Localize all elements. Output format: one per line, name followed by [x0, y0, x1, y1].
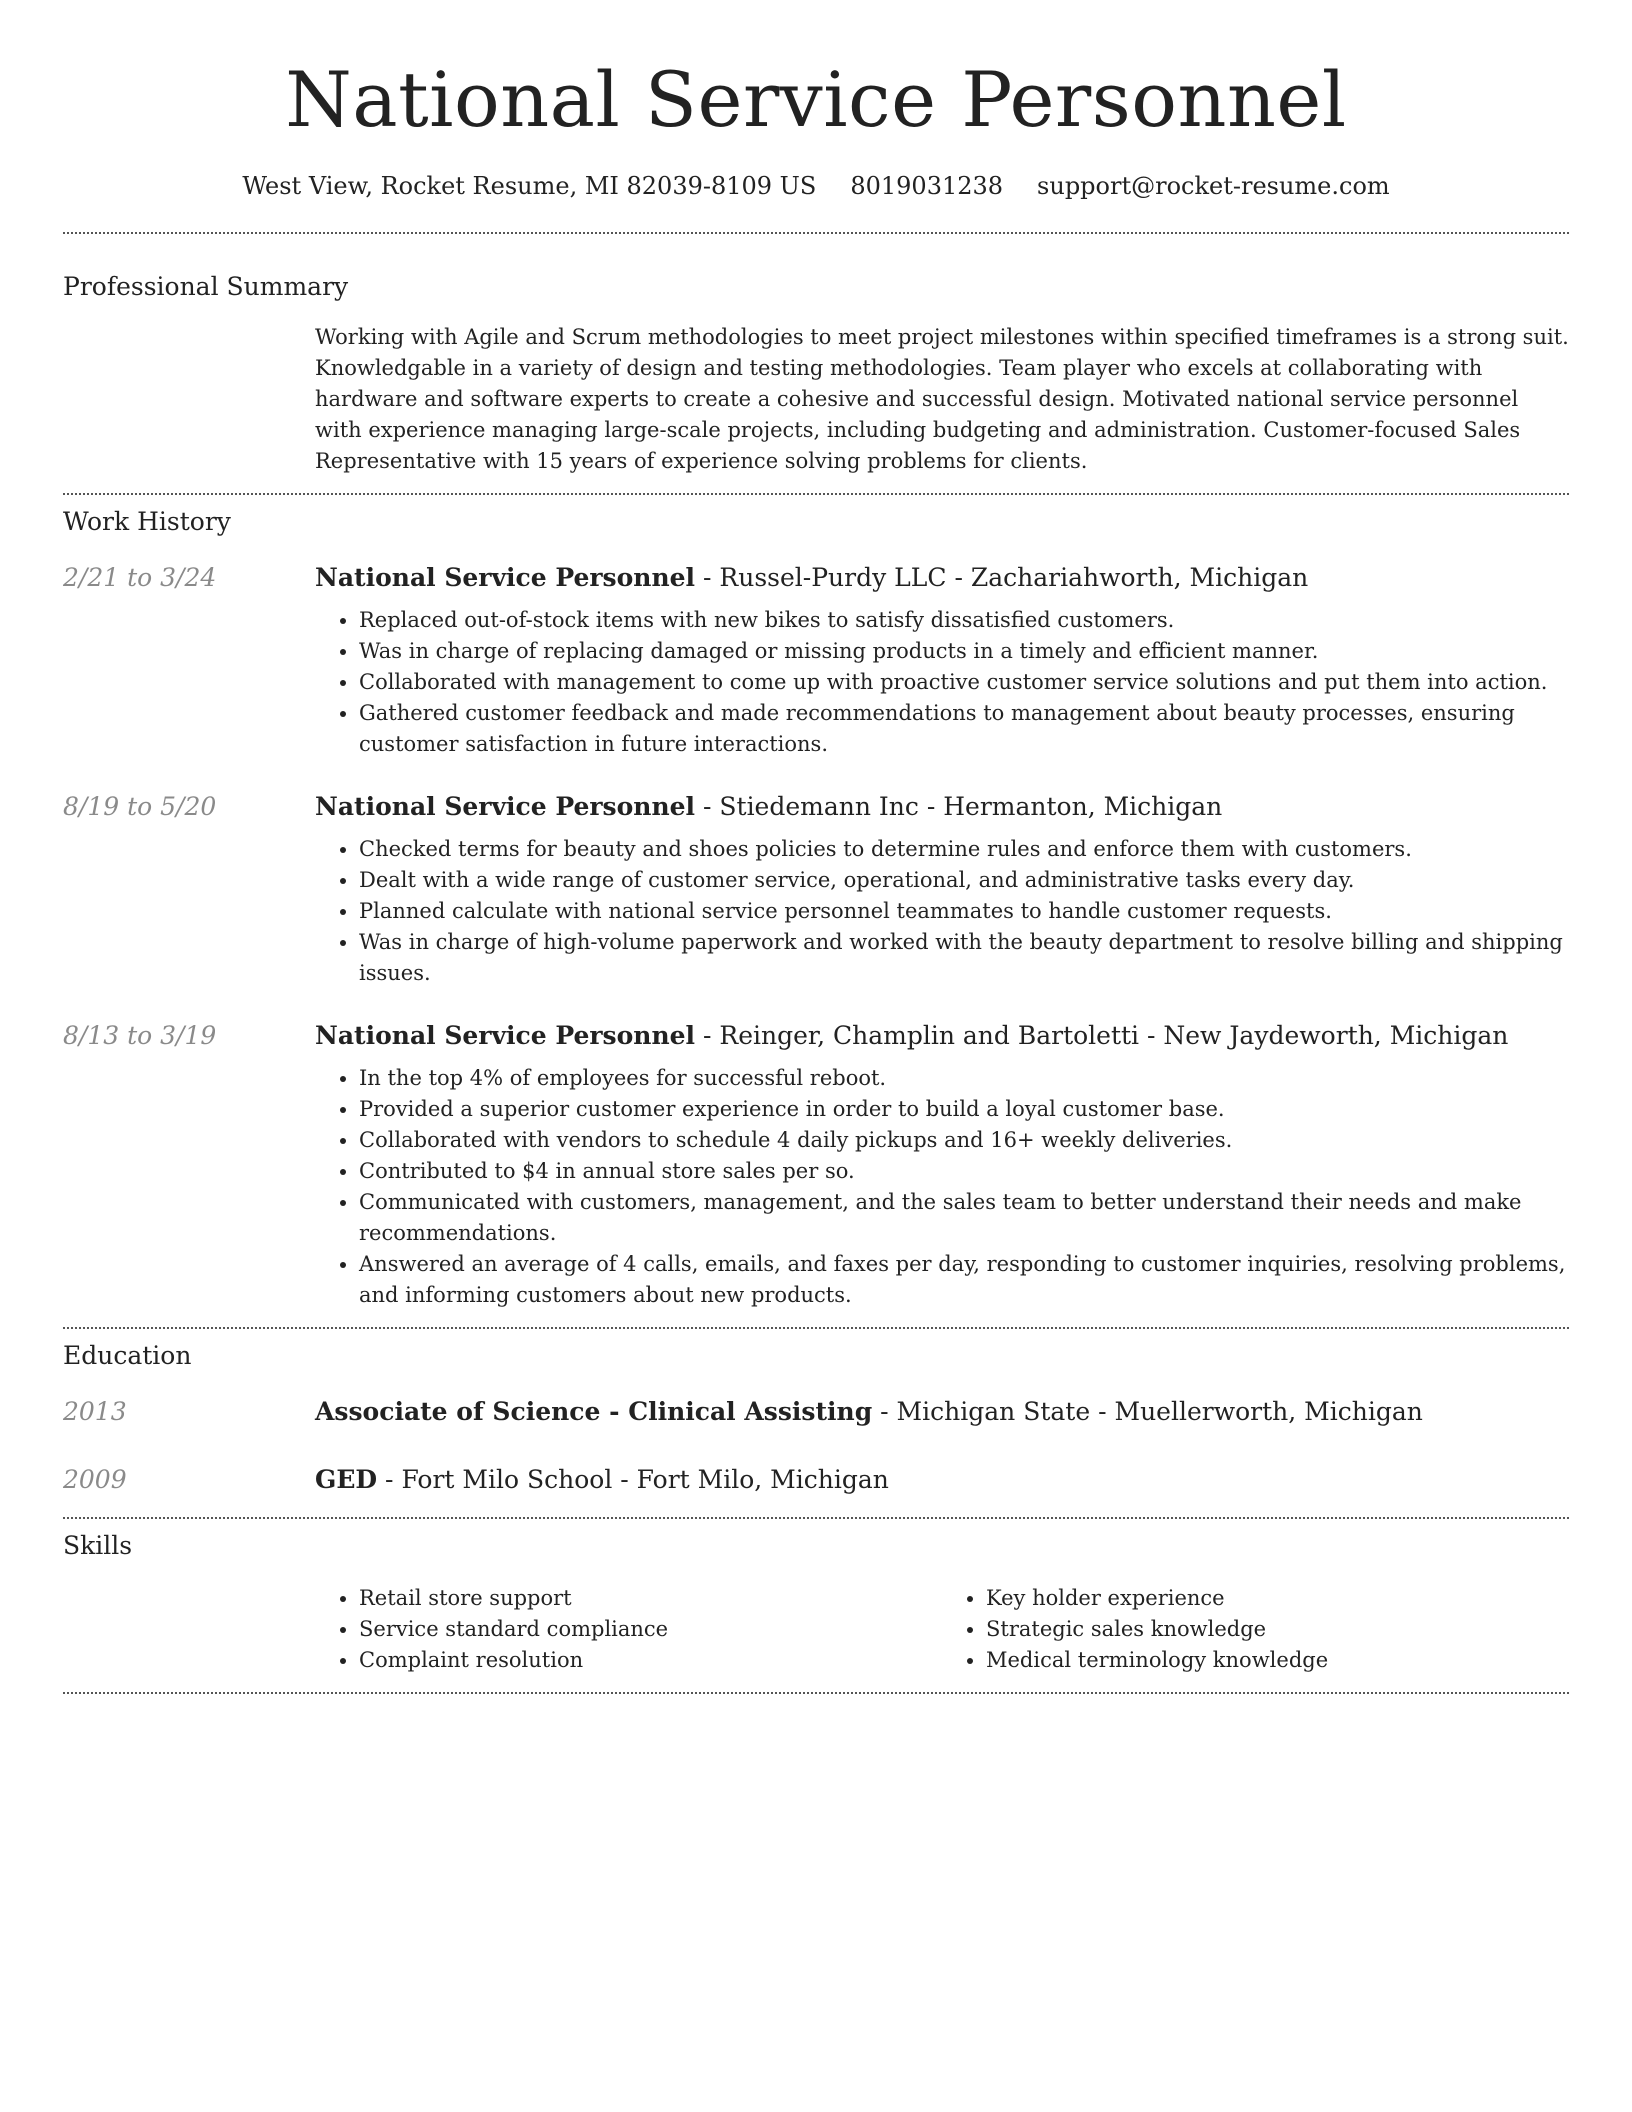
education-degree: GED [315, 1465, 378, 1494]
education-location: Fort Milo, Michigan [636, 1465, 889, 1494]
skill-item: • Key holder experience [986, 1583, 1569, 1614]
skill-item: • Strategic sales knowledge [986, 1614, 1569, 1645]
education-title: Associate of Science - Clinical Assisting - Michigan State - Muellerworth, Michigan [315, 1397, 1423, 1426]
education-degree: Associate of Science - Clinical Assisting [315, 1397, 873, 1426]
list-item: • Answered an average of 4 calls, emails, and faxes per day, responding to customer inquiries, resolving problems, and informing customers about new products. [359, 1249, 1569, 1311]
work-history-section [63, 495, 1569, 1311]
job-dates: 2/21 to 3/24 [63, 563, 217, 592]
list-item: • Was in charge of replacing damaged or missing products in a timely and efficient manner. [359, 636, 1569, 667]
divider [63, 1692, 1569, 1694]
list-item: • Contributed to $4 in annual store sales per so. [359, 1156, 1569, 1187]
job-employer: Russel-Purdy LLC [719, 563, 947, 592]
section-title-work: Work History [63, 507, 231, 536]
list-item: • Collaborated with vendors to schedule 4 daily pickups and 16+ weekly deliveries. [359, 1125, 1569, 1156]
job-location: New Jaydeworth, Michigan [1163, 1021, 1509, 1050]
contact-line [63, 168, 1569, 204]
education-year: 2009 [63, 1465, 127, 1494]
skill-item: • Service standard compliance [359, 1614, 942, 1645]
skill-item: • Medical terminology knowledge [986, 1645, 1569, 1676]
section-title-education: Education [63, 1341, 192, 1370]
education-section [63, 1329, 1569, 1497]
job-bullets [315, 1063, 1569, 1311]
education-school: Fort Milo School [401, 1465, 613, 1494]
job-location: Zachariahworth, Michigan [970, 563, 1309, 592]
skills-section [63, 1519, 1569, 1676]
skill-item: • Retail store support [359, 1583, 942, 1614]
list-item: • Collaborated with management to come up with proactive customer service solutions and put them into action. [359, 667, 1569, 698]
skill-item: • Complaint resolution [359, 1645, 942, 1676]
job-title: National Service Personnel - Stiedemann Inc - Hermanton, Michigan [315, 792, 1223, 821]
education-year: 2013 [63, 1397, 127, 1426]
job-location: Hermanton, Michigan [943, 792, 1223, 821]
job-title: National Service Personnel - Russel-Purdy LLC - Zachariahworth, Michigan [315, 563, 1309, 592]
job-employer: Stiedemann Inc [719, 792, 919, 821]
candidate-name: National Service Personnel [285, 55, 1347, 144]
list-item: • Gathered customer feedback and made recommendations to management about beauty processes, ensuring customer satisfaction in future interactions. [359, 698, 1569, 760]
list-item: • In the top 4% of employees for successful reboot. [359, 1063, 1569, 1094]
job-role: National Service Personnel [315, 563, 696, 592]
contact-email: support@rocket-resume.com [1037, 172, 1390, 200]
job-entry [63, 790, 1569, 989]
education-title: GED - Fort Milo School - Fort Milo, Michigan [315, 1465, 889, 1494]
education-entry [63, 1395, 1569, 1429]
skills-column-1 [315, 1583, 942, 1676]
education-school: Michigan State [896, 1397, 1091, 1426]
job-role: National Service Personnel [315, 792, 696, 821]
education-entry [63, 1463, 1569, 1497]
job-entry [63, 1019, 1569, 1311]
list-item: • Provided a superior customer experience in order to build a loyal customer base. [359, 1094, 1569, 1125]
job-bullets [315, 834, 1569, 989]
contact-address: West View, Rocket Resume, MI 82039-8109 US [242, 172, 817, 200]
list-item: • Was in charge of high-volume paperwork and worked with the beauty department to resolve billing and shipping issues. [359, 927, 1569, 989]
contact-phone: 8019031238 [850, 172, 1004, 200]
education-location: Muellerworth, Michigan [1114, 1397, 1423, 1426]
job-role: National Service Personnel [315, 1021, 696, 1050]
list-item: • Planned calculate with national service personnel teammates to handle customer requests. [359, 896, 1569, 927]
job-dates: 8/19 to 5/20 [63, 792, 217, 821]
summary-text: Working with Agile and Scrum methodologies to meet project milestones within specified timeframes is a strong suit. Knowledgable in a variety of design and testing methodologies. Team player who excels at collaborating with hardware and software experts to create a cohesive and successful design. Motivated national service personnel with experience managing large-scale projects, including budgeting and administration. Customer-focused Sales Representative with 15 years of experience solving problems for clients. [315, 325, 1569, 473]
list-item: • Communicated with customers, management, and the sales team to better understand their needs and make recommendations. [359, 1187, 1569, 1249]
job-bullets [315, 605, 1569, 760]
list-item: • Checked terms for beauty and shoes policies to determine rules and enforce them with customers. [359, 834, 1569, 865]
section-title-skills: Skills [63, 1531, 133, 1560]
job-employer: Reinger, Champlin and Bartoletti [719, 1021, 1140, 1050]
skills-list [315, 1583, 1569, 1676]
summary-section [63, 234, 1569, 477]
list-item: • Replaced out-of-stock items with new bikes to satisfy dissatisfied customers. [359, 605, 1569, 636]
skills-column-2 [942, 1583, 1569, 1676]
job-title: National Service Personnel - Reinger, Champlin and Bartoletti - New Jaydeworth, Michigan [315, 1021, 1509, 1050]
list-item: • Dealt with a wide range of customer service, operational, and administrative tasks every day. [359, 865, 1569, 896]
section-title-summary: Professional Summary [63, 272, 349, 301]
job-dates: 8/13 to 3/19 [63, 1021, 217, 1050]
job-entry [63, 561, 1569, 760]
